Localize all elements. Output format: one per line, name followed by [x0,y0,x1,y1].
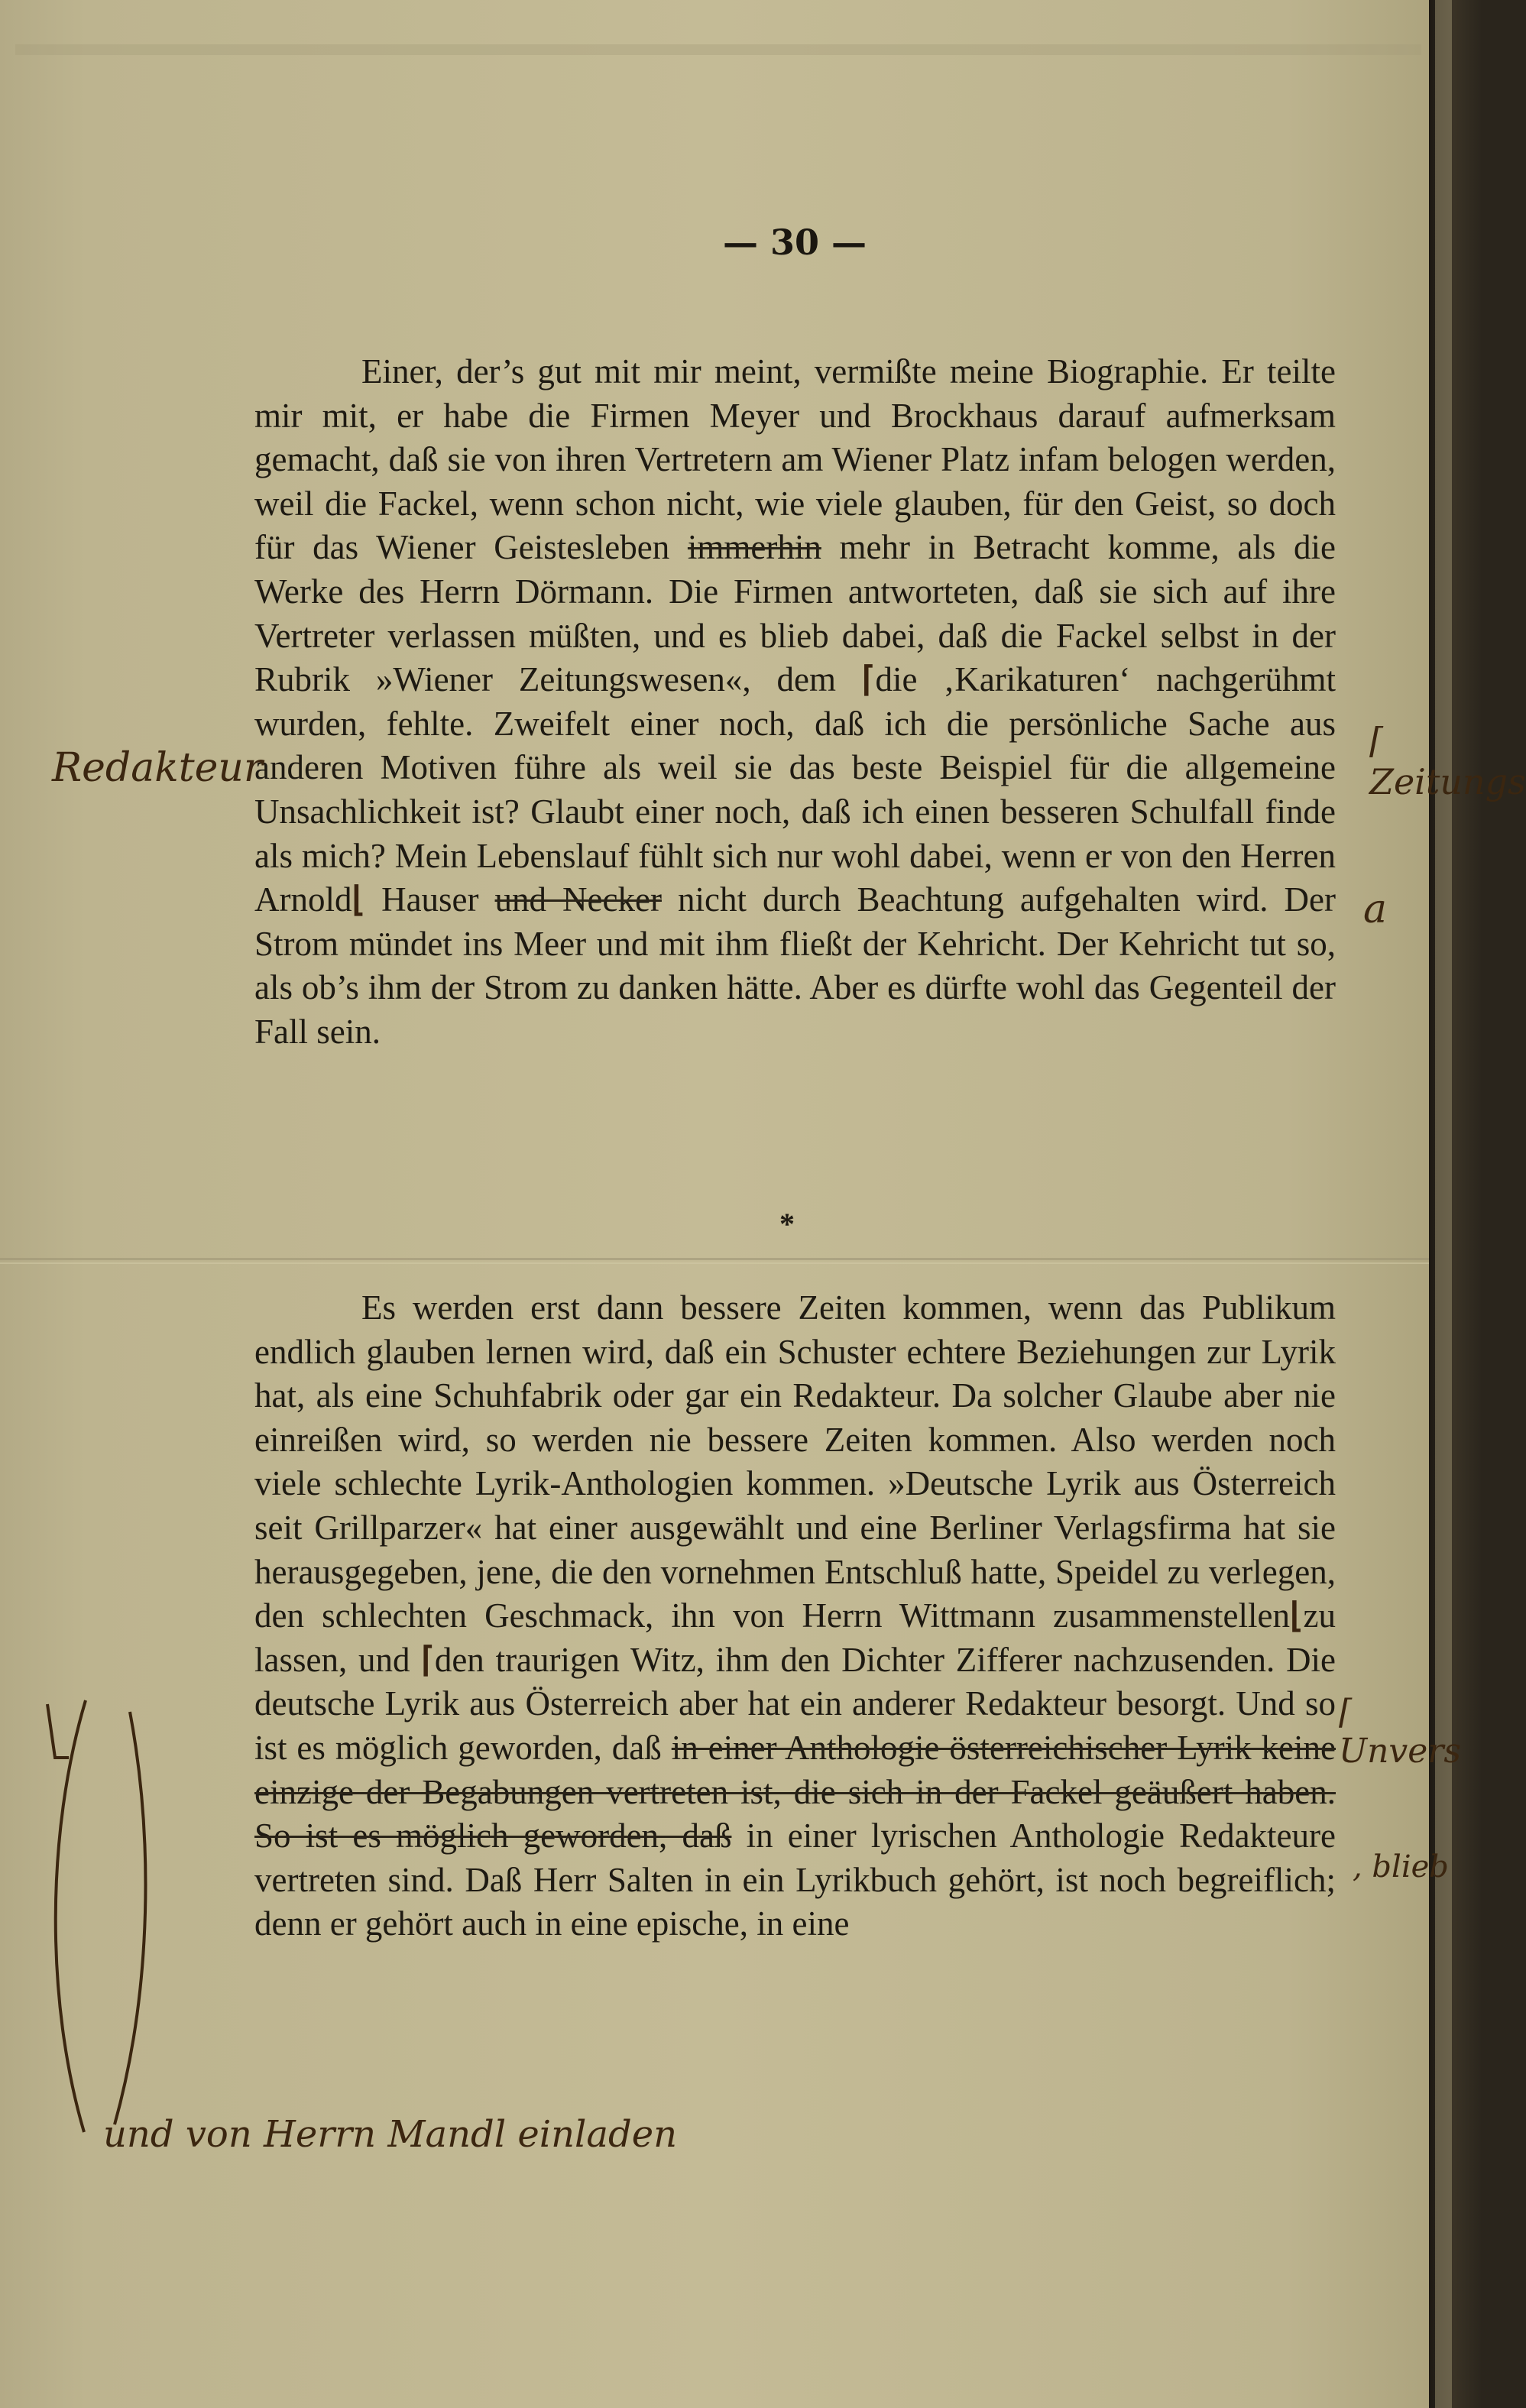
left-margin-bracket [56,1700,86,2132]
left-margin-brace [115,1712,145,2124]
section-separator: * [779,1207,795,1241]
p1-part-4: Hauser [381,880,479,919]
p2-part-2: zu lassen, und [254,1596,1336,1679]
handwritten-note-right-3: ⌈ Unvers [1339,1693,1461,1771]
handwritten-note-right-1: ⌈ Zeitungs [1369,720,1526,802]
handwritten-note-left: Redakteur [52,745,263,791]
p1-strikethrough-2: und Necker [494,880,662,919]
p2-insertion-mark-1: ⌊ [1289,1596,1304,1635]
p2-strikethrough-1: in einer Anthologie österreichischer Lyrik keine einzige der Begabungen vertreten ist, die sich in der Fackel geäußert haben. So ist es möglich geworden, daß [254,1728,1336,1855]
handwritten-note-bottom: und von Herrn Mandl einladen [103,2113,678,2156]
p1-part-1: Einer, der’s gut mit mir meint, vermißte meine Biographie. Er teilte mir mit, er habe die Firmen Meyer und Brockhaus darauf aufmerksam gemacht, daß sie von ihren Vertretern am Wiener Platz infam belogen werden, weil die Fackel, wenn schon nicht, wie viele glauben, für den Geist, so doch für das Wiener Geistesleben [254,352,1336,567]
p2-insertion-mark-2: ⌈ [421,1640,435,1679]
p1-insertion-mark-1: ⌈ [861,660,876,699]
page-number: — 30 — [722,222,867,263]
p2-part-3: den traurigen Witz, ihm den Dichter Zifferer nachzusenden. Die deutsche Lyrik aus Österreich aber hat ein anderer Redakteur besorgt. Und so ist es möglich geworden, daß [254,1640,1336,1767]
p1-part-5: nicht durch Beachtung aufgehalten wird. Der Strom mündet ins Meer und mit ihm fließt der Kehricht. Der Kehricht tut so, als ob’s ihm der Strom zu danken hätte. Aber es dürfte wohl das Gegenteil der Fall sein. [254,880,1336,1051]
p1-insertion-mark-2: ⌊ [352,880,366,919]
p2-part-1: Es werden erst dann bessere Zeiten kommen, wenn das Publikum endlich glauben lernen wird, daß ein Schuster echtere Beziehungen zur Lyrik hat, als eine Schuhfabrik oder gar ein Redakteur. Da solcher Glaube aber nie einreißen wird, so werden nie bessere Zeiten kommen. Also werden noch viele schlechte Lyrik-Anthologien kommen. »Deutsche Lyrik aus Österreich seit Grillparzer« hat einer ausgewählt und eine Berliner Verlagsfirma hat sie herausgegeben, jene, die den vornehmen Entschluß hatte, Speidel zu verlegen, den schlechten Geschmack, ihn von Herrn Wittmann zusammenstellen [254,1288,1336,1635]
p2-part-4: in einer lyrischen Anthologie Redakteure vertreten sind. Daß Herr Salten in ein Lyrikbuch gehört, ist noch begreiflich; denn er gehört auch in eine epische, in eine [254,1817,1336,1943]
handwritten-note-right-4: , blieb [1353,1849,1449,1885]
left-margin-corner-mark [47,1704,69,1758]
p1-strikethrough-1: immerhin [687,528,821,567]
handwritten-note-right-2: a [1363,886,1388,932]
p1-part-2: mehr in Betracht komme, als die Werke des Herrn Dörmann. Die Firmen antworteten, daß sie sich auf ihre Vertreter verlassen müßten, und es blieb dabei, daß die Fackel selbst in der Rubrik »Wiener Zeitungswesen«, dem [254,528,1336,699]
p1-part-3: die ‚Karikaturen‘ nachgerühmt wurden, fehlte. Zweifelt einer noch, daß ich die persönliche Sache aus anderen Motiven führe als weil sie das beste Beispiel für die allgemeine Unsachlichkeit ist? Glaubt einer noch, daß ich einen besseren Schulfall finde als mich? Mein Lebenslauf fühlt sich nur wohl dabei, wenn er von den Herren Arnold [254,660,1336,919]
